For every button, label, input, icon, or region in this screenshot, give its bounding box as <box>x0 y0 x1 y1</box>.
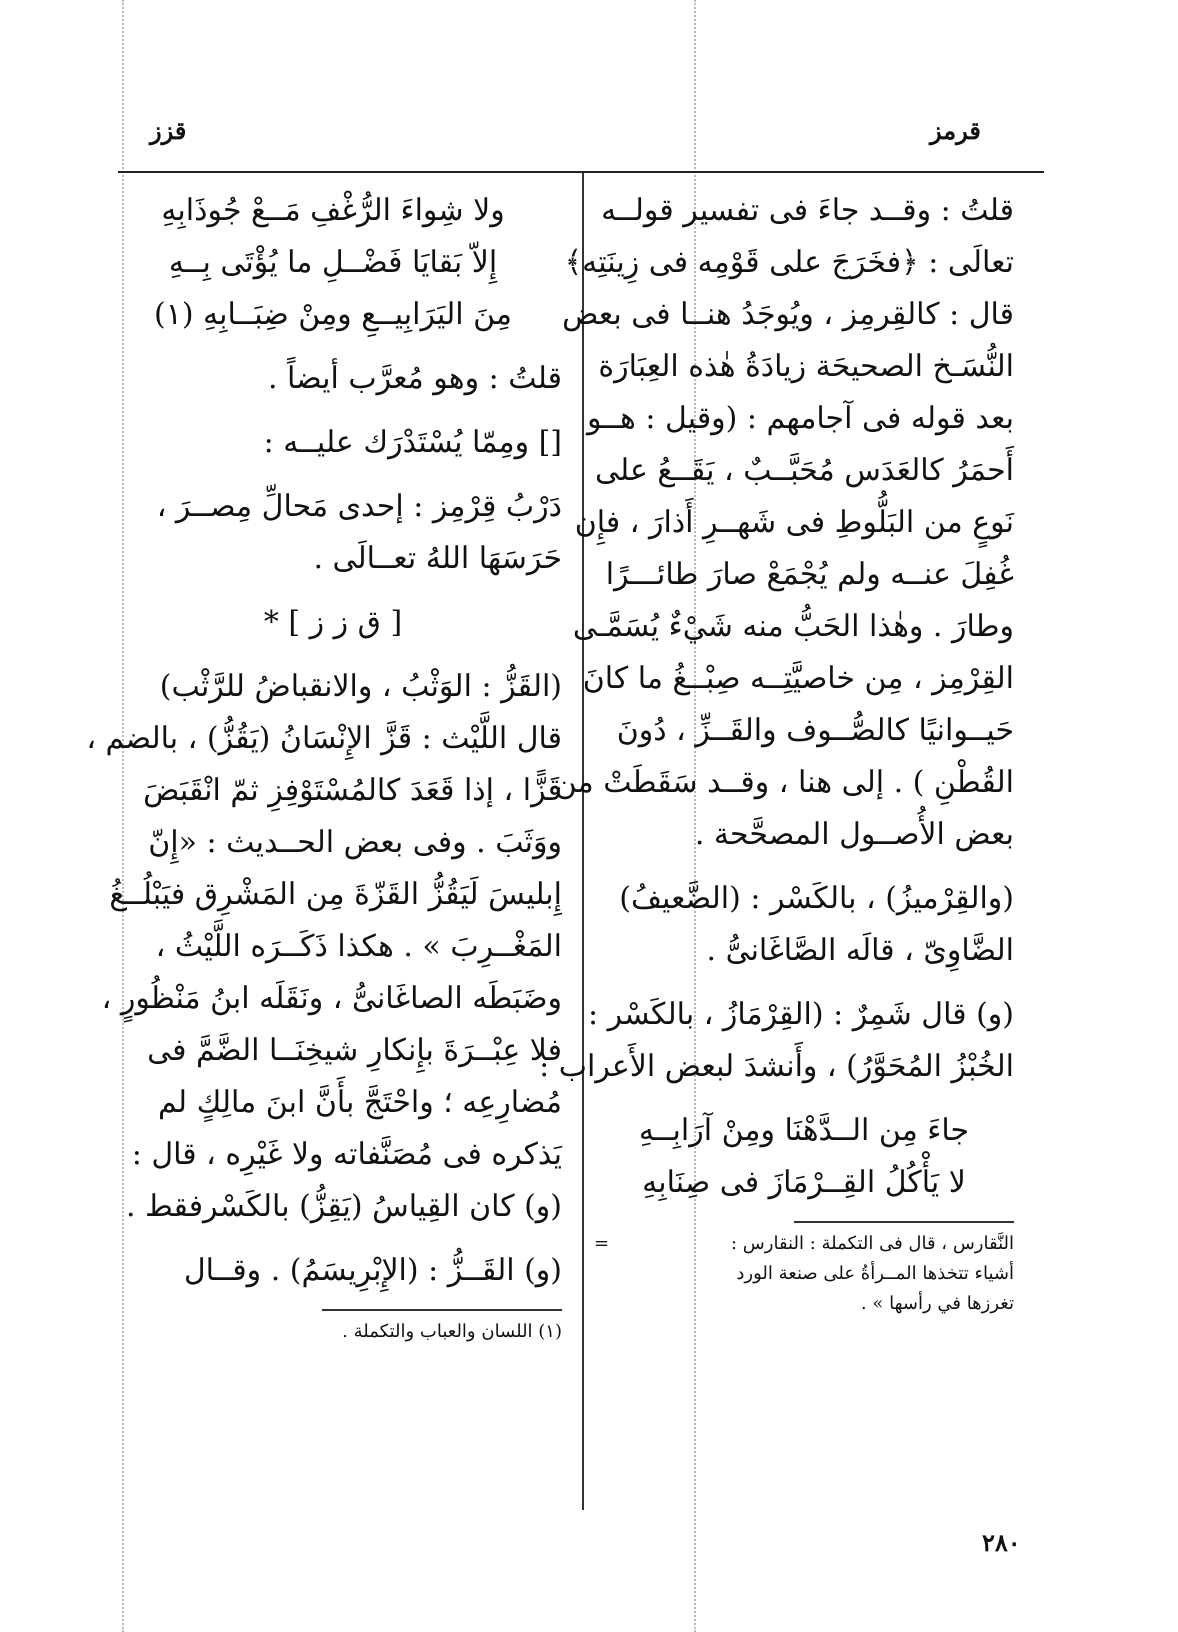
text-line: (القَزُّ : الوَثْبُ ، والانقباضُ للرَّثْب) <box>159 669 562 704</box>
text-line: أَحمَرُ كالعَدَس مُحَبَّــبٌ ، يَقَــعُ على <box>595 453 1014 488</box>
text-line: إِبليسَ لَيَقُزُّ القَزّةَ مِن المَشْرِق فيَبْلُــغُ <box>109 877 562 912</box>
footnote-line: النَّقارس ، قال فى التكملة : النقارس : <box>731 1233 1014 1254</box>
text-line: قال اللَّيْث : قَزَّ الإِنْسَانُ (يَقُزُّ) ، بالضم ، <box>86 721 562 756</box>
header-rule <box>118 171 1044 173</box>
header-right-title: قرمز <box>930 116 981 145</box>
left-paragraph-3 <box>104 481 562 585</box>
text-line: (و) كان القِياسُ (يَقِزُّ) بالكَسْرفقط . <box>125 1189 562 1224</box>
text-line: ووَثَبَ . وفى بعض الحــديث : «إِنّ <box>148 825 562 860</box>
text-line: حَرَسَهَا اللهُ تعــالَى . <box>313 541 562 576</box>
text-line: (و) قال شَمِرٌ : (القِرْمَازُ ، بالكَسْر : <box>588 997 1014 1032</box>
text-line: فلا عِبْــرَةَ بإِنكارِ شيخِنَــا الضَّمَّ فى <box>147 1033 562 1068</box>
text-line: قال : كالقِرمِز ، ويُوجَدُ هنــا فى بعض <box>562 297 1014 332</box>
text-line: (و) القَــزُّ : (الإِبْرِيسَمُ) . وقــال <box>183 1253 562 1288</box>
text-line: بعض الأُصــول المصحَّحة . <box>694 817 1014 852</box>
verse-line: إِلاّ بَقايَا فَضْــلِ ما يُؤْتَى بِــهِ <box>168 245 498 280</box>
right-paragraph-2 <box>594 873 1014 977</box>
right-column <box>539 185 1014 1319</box>
left-paragraph-5 <box>104 1245 562 1297</box>
right-verse <box>594 1105 1014 1209</box>
page-number: ٢٨٠ <box>982 1528 1021 1557</box>
verse-line: جاءَ مِن الــدَّهْنَا ومِنْ آرَابِــهِ <box>638 1113 970 1148</box>
text-line: حَيــوانيًا كالصُّــوف والقَــزِّ ، دُونَ <box>616 713 1014 748</box>
footnote-marker: = <box>594 1233 610 1254</box>
text-line: قلتُ : وهو مُعرَّب أيضاً . <box>267 361 562 396</box>
footnote-rule <box>794 1221 1014 1223</box>
verse-line: مِنَ اليَرَابِيــعِ ومِنْ ضِبَــابِهِ (١) <box>153 297 513 332</box>
header-left-title: قزز <box>150 116 187 145</box>
text-line: القُطْنِ ) . إلى هنا ، وقــد سَقَطَتْ من <box>554 765 1014 800</box>
entry-heading: [ ق ز ز ] * <box>263 605 403 640</box>
text-line: غُفِلَ عنــه ولم يُجْمَعْ صارَ طائـــرًا <box>605 557 1014 592</box>
left-paragraph-1 <box>104 353 562 405</box>
footnote-rule <box>322 1309 562 1311</box>
text-line: تعالَى : ﴿فخَرَجَ على قَوْمِه فى زِينَتِه﴾ <box>564 245 1014 280</box>
footnote-line: أشياء تتخذها المــرأةُ على صنعة الورد <box>736 1263 1014 1284</box>
footnote-line: تغرزها في رأسها » . <box>860 1293 1014 1314</box>
left-paragraph-4 <box>86 661 562 1233</box>
left-footnote: (١) اللسان والعباب والتكملة . <box>342 1321 562 1342</box>
text-line: قلتُ : وقــد جاءَ فى تفسير قولــه <box>601 193 1014 228</box>
right-footnote <box>594 1229 1014 1319</box>
left-column <box>86 185 562 1347</box>
text-line: المَغْــرِبَ » . هكذا ذَكَــرَه اللَّيْثُ ، <box>155 929 562 964</box>
text-line: وطارَ . وهٰذا الحَبُّ منه شَيْءٌ يُسَمَّـى <box>572 609 1014 644</box>
text-line: مُضارِعِه ؛ واحْتَجَّ بأَنَّ ابنَ مالِكٍ لم <box>157 1085 562 1120</box>
text-line: نَوعٍ من البَلُّوطِ فى شَهــرِ أَذارَ ، فإِن <box>574 505 1014 540</box>
text-line: يَذكره فى مُصَنَّفاته ولا غَيْرِه ، قال : <box>131 1137 562 1172</box>
text-line: القِرْمِز ، مِن خاصيَّتِــه صِبْــغُ ما كانَ <box>582 661 1014 696</box>
text-line: النُّسَـخ الصحيحَة زيادَةُ هٰذه العِبَارَة <box>598 349 1014 384</box>
verse-line: ولا شِواءَ الرُّغْفِ مَــعْ جُوذَابِهِ <box>161 193 505 228</box>
text-line: دَرْبُ قِرْمِز : إحدى مَحالِّ مِصــرَ ، <box>156 489 562 524</box>
right-paragraph-3 <box>539 989 1014 1093</box>
text-line: بعد قوله فى آجامهم : (وقيل : هــو <box>586 401 1014 436</box>
text-line: قَزًّا ، إذا قَعَدَ كالمُسْتَوْفِزِ ثمّ انْقَبَضَ <box>143 773 562 808</box>
text-line: [] ومِمّا يُسْتَدْرَك عليــه : <box>263 425 562 460</box>
text-line: (والقِرْميزُ) ، بالكَسْر : (الضَّعيفُ) <box>619 881 1014 916</box>
right-paragraph-1 <box>554 185 1014 861</box>
left-paragraph-2 <box>104 417 562 469</box>
text-line: وضَبَطَه الصاغَانىُّ ، ونَقَلَه ابنُ مَنْظُورٍ ، <box>101 981 562 1016</box>
column-separator <box>582 173 584 1510</box>
verse-line: لا يَأْكُلُ القِــرْمَازَ فى صِنَابِهِ <box>642 1165 966 1200</box>
left-verse <box>104 185 562 341</box>
text-line: الخُبْزُ المُحَوَّرُ) ، وأَنشدَ لبعض الأَعراب : <box>539 1049 1014 1084</box>
text-line: الضَّاوِىّ ، قالَه الصَّاغَانىُّ . <box>706 933 1014 968</box>
